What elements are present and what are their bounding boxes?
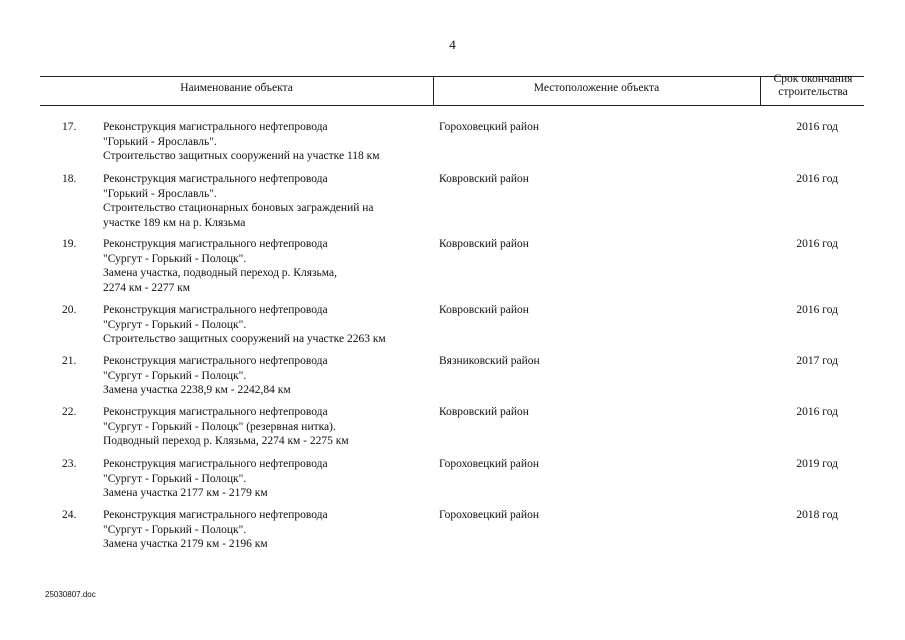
object-name-line: "Горький - Ярославль".	[103, 187, 217, 200]
header-completion-term	[762, 73, 864, 99]
header-top-rule	[40, 76, 864, 77]
row-number: 24.	[62, 509, 77, 521]
object-name-line: 2274 км - 2277 км	[103, 282, 191, 295]
object-name	[103, 120, 433, 164]
object-name-line: Реконструкция магистрального нефтепровода	[103, 355, 328, 367]
header-bottom-rule	[40, 105, 864, 106]
object-name-line: "Сургут - Горький - Полоцк".	[103, 369, 247, 382]
row-number: 17.	[62, 121, 77, 133]
row-number: 19.	[62, 238, 77, 250]
object-name-line: "Сургут - Горький - Полоцк".	[103, 523, 247, 536]
object-name	[103, 237, 433, 296]
object-location: Гороховецкий район	[439, 458, 539, 470]
header-divider	[760, 76, 761, 106]
object-name-line: Реконструкция магистрального нефтепровода	[103, 458, 328, 470]
object-name-line: Реконструкция магистрального нефтепровода	[103, 304, 328, 316]
object-location: Ковровский район	[439, 173, 529, 185]
object-name	[103, 508, 433, 552]
object-name-line: "Сургут - Горький - Полоцк".	[103, 472, 247, 485]
object-location: Гороховецкий район	[439, 509, 539, 521]
completion-term: 2016 год	[796, 238, 838, 250]
object-location: Гороховецкий район	[439, 121, 539, 133]
object-name-line: Замена участка 2179 км - 2196 км	[103, 538, 268, 551]
object-name	[103, 405, 433, 449]
completion-term: 2018 год	[796, 509, 838, 521]
row-number: 22.	[62, 406, 77, 418]
object-name-line: Строительство стационарных боновых заграждений на	[103, 202, 374, 215]
object-name-line: Строительство защитных сооружений на участке 118 км	[103, 150, 380, 163]
completion-term: 2016 год	[796, 304, 838, 316]
object-name-line: Реконструкция магистрального нефтепровода	[103, 238, 328, 250]
object-name-line: Замена участка 2238,9 км - 2242,84 км	[103, 384, 291, 397]
object-name	[103, 457, 433, 501]
completion-term: 2019 год	[796, 458, 838, 470]
object-name-line: Строительство защитных сооружений на участке 2263 км	[103, 333, 386, 346]
completion-term: 2016 год	[796, 406, 838, 418]
object-name	[103, 354, 433, 398]
object-name-line: Замена участка, подводный переход р. Клязьма,	[103, 267, 337, 280]
object-name-line: Реконструкция магистрального нефтепровода	[103, 406, 328, 418]
object-name	[103, 172, 433, 231]
object-name	[103, 303, 433, 347]
object-name-line: Реконструкция магистрального нефтепровода	[103, 509, 328, 521]
completion-term: 2016 год	[796, 121, 838, 133]
completion-term: 2016 год	[796, 173, 838, 185]
row-number: 20.	[62, 304, 77, 316]
object-name-line: "Горький - Ярославль".	[103, 135, 217, 148]
object-name-line: Подводный переход р. Клязьма, 2274 км - 2275 км	[103, 435, 349, 448]
object-name-line: Реконструкция магистрального нефтепровода	[103, 173, 328, 185]
object-location: Ковровский район	[439, 304, 529, 316]
header-term-line: строительства	[778, 86, 848, 98]
object-location: Ковровский район	[439, 406, 529, 418]
row-number: 23.	[62, 458, 77, 470]
header-term-line: Срок окончания	[773, 73, 853, 85]
object-name-line: "Сургут - Горький - Полоцк".	[103, 252, 247, 265]
table-header	[40, 72, 864, 106]
row-number: 21.	[62, 355, 77, 367]
header-object-name: Наименование объекта	[180, 82, 293, 94]
object-location: Вязниковский район	[439, 355, 540, 367]
footer-filename: 25030807.doc	[45, 590, 96, 599]
object-name-line: участке 189 км на р. Клязьма	[103, 217, 246, 230]
header-object-location: Местоположение объекта	[533, 82, 660, 94]
object-name-line: Реконструкция магистрального нефтепровода	[103, 121, 328, 133]
object-name-line: Замена участка 2177 км - 2179 км	[103, 487, 268, 500]
object-name-line: "Сургут - Горький - Полоцк" (резервная нитка).	[103, 420, 336, 433]
object-name-line: "Сургут - Горький - Полоцк".	[103, 318, 247, 331]
completion-term: 2017 год	[796, 355, 838, 367]
object-location: Ковровский район	[439, 238, 529, 250]
row-number: 18.	[62, 173, 77, 185]
page-number: 4	[449, 37, 456, 52]
